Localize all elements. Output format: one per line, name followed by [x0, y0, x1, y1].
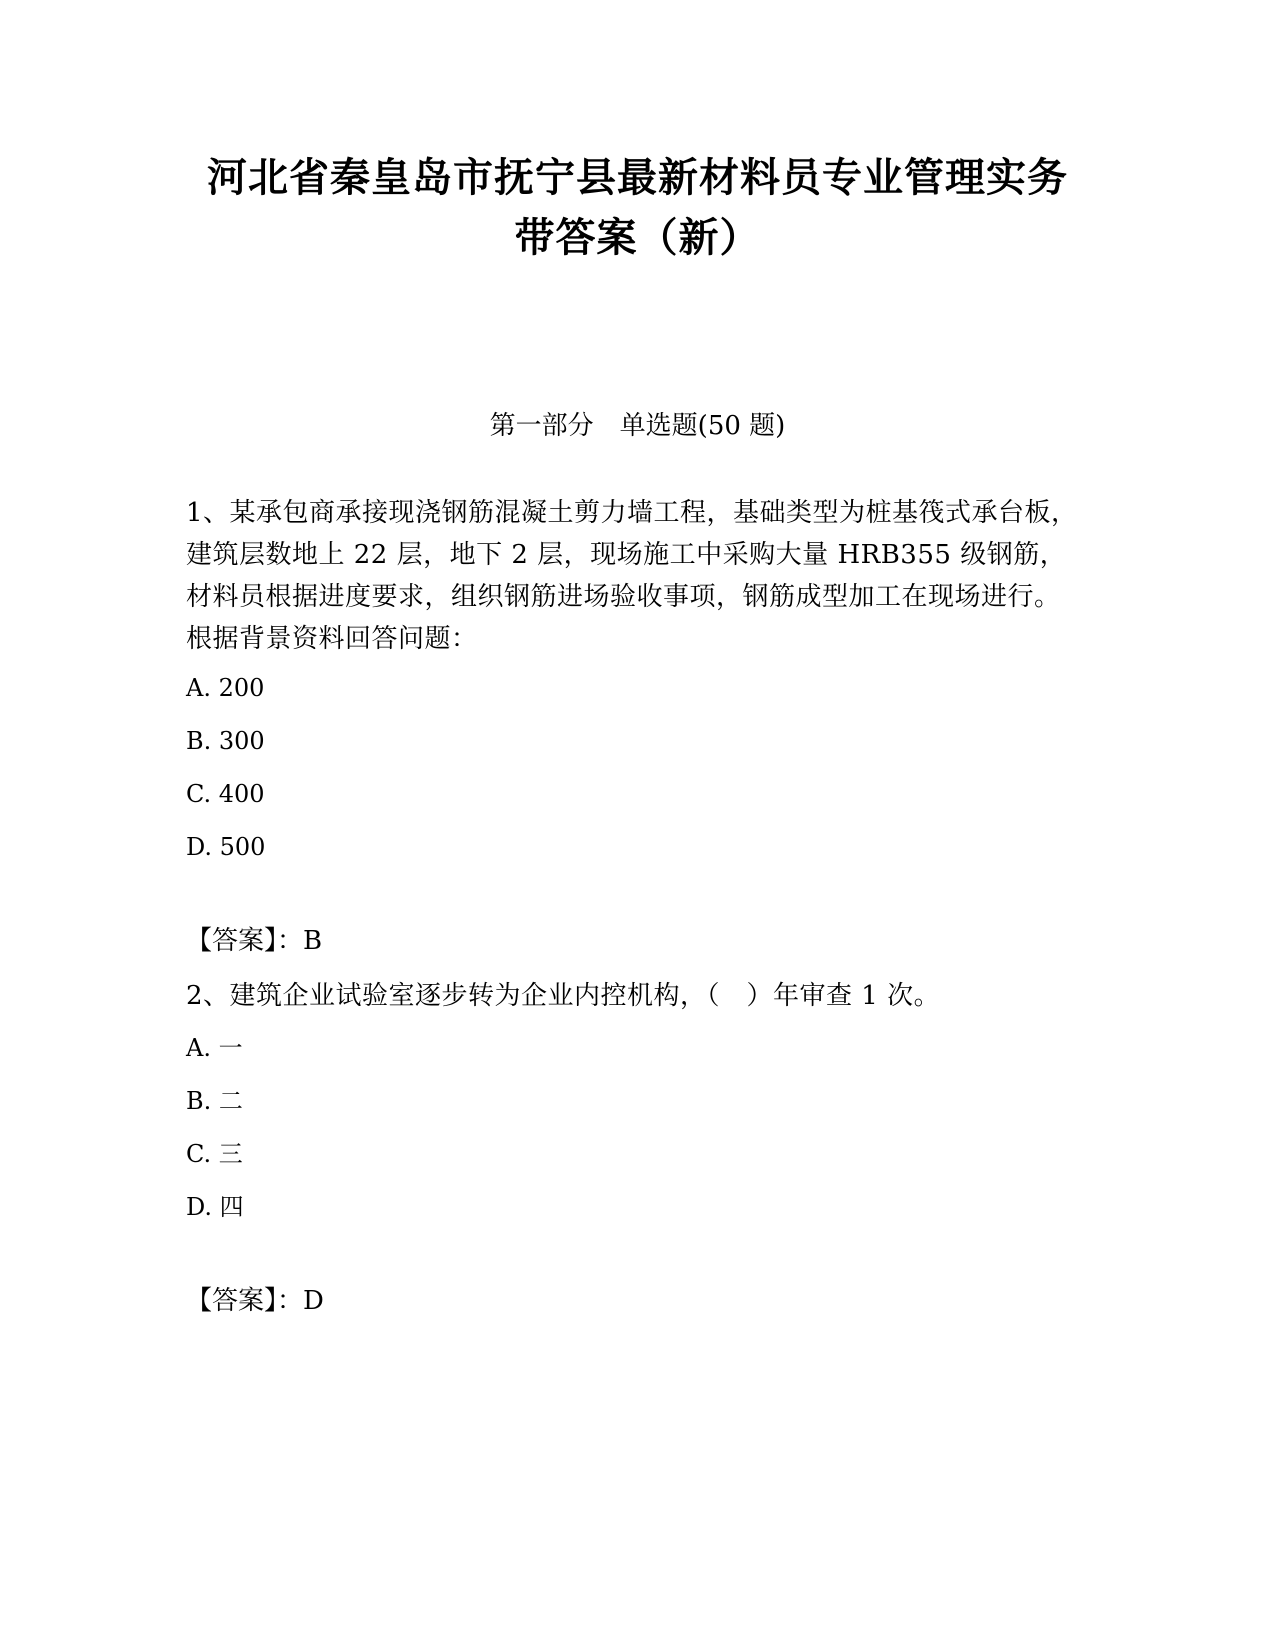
section-heading: 第一部分 单选题(50 题) [489, 411, 786, 441]
question-1-option-d: D. 500 [186, 833, 266, 861]
document-title [120, 148, 1155, 268]
question-2-answer: 【答案】：D [186, 1286, 324, 1316]
question-1-option-c: C. 400 [186, 780, 265, 808]
title-line-2: 带答案（新） [514, 215, 761, 261]
question-2-text: 2、建筑企业试验室逐步转为企业内控机构，（ ）年审查 1 次。 [186, 981, 941, 1011]
question-1-option-a: A. 200 [186, 674, 265, 702]
question-2-option-b: B. 二 [186, 1087, 243, 1115]
question-2-option-d: D. 四 [186, 1193, 244, 1221]
title-line-1: 河北省秦皇岛市抚宁县最新材料员专业管理实务 [207, 155, 1068, 201]
question-2-option-a: A. 一 [186, 1034, 243, 1062]
question-1-option-b: B. 300 [186, 727, 265, 755]
question-2-option-c: C. 三 [186, 1140, 243, 1168]
question-1-text: 1、某承包商承接现浇钢筋混凝土剪力墙工程，基础类型为桩基筏式承台板，建筑层数地上 22 层，地下 2 层，现场施工中采购大量 HRB355 级钢筋，材料员根据进度要求，组织钢筋进场验收事项，钢筋成型加工在现场进行。根据背景资料回答问题： [186, 498, 1078, 654]
question-1-answer: 【答案】：B [186, 926, 323, 956]
